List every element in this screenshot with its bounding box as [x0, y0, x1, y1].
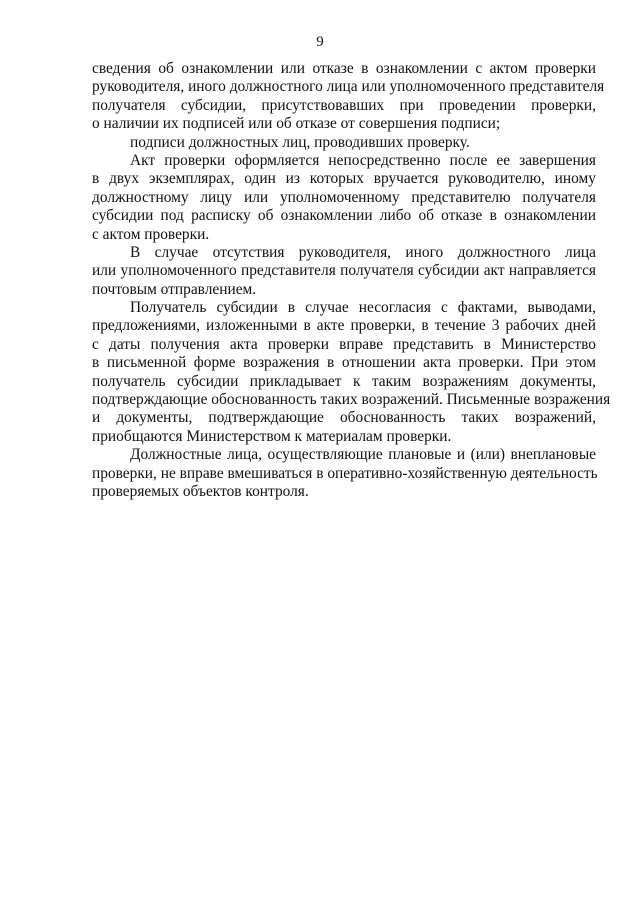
- text-line: получателя субсидии, присутствовавших при проведении проверки,: [92, 96, 596, 114]
- text-line: предложениями, изложенными в акте проверки, в течение 3 рабочих дней: [92, 317, 596, 335]
- text-line: и документы, подтверждающие обоснованность таких возражений,: [92, 409, 596, 427]
- text-line: должностному лицу или уполномоченному представителю получателя: [92, 188, 596, 206]
- text-line: в двух экземплярах, один из которых вручается руководителю, иному: [92, 170, 596, 188]
- paragraph: [92, 299, 611, 446]
- paragraph: [92, 134, 596, 152]
- paragraph: [92, 152, 596, 244]
- text-line: проверяемых объектов контроля.: [92, 482, 309, 500]
- text-line: Акт проверки оформляется непосредственно после ее завершения: [130, 151, 596, 169]
- text-line: субсидии под расписку об ознакомлении либо об отказе в ознакомлении: [92, 207, 596, 225]
- text-line: подтверждающие обоснованность таких возражений. Письменные возражения: [92, 391, 611, 409]
- text-line: Должностные лица, осуществляющие плановые и (или) внеплановые: [130, 446, 596, 464]
- text-line: почтовым отправлением.: [92, 280, 257, 298]
- text-line: или уполномоченного представителя получателя субсидии акт направляется: [92, 262, 596, 280]
- paragraph: [92, 446, 596, 501]
- text-line: о наличии их подписей или об отказе от совершения подписи;: [92, 115, 501, 133]
- paragraph: [92, 244, 596, 299]
- text-line: с даты получения акта проверки вправе представить в Министерство: [92, 335, 596, 353]
- text-line: получатель субсидии прикладывает к таким возражениям документы,: [92, 372, 596, 390]
- text-line: подписи должностных лиц, проводивших проверку.: [130, 133, 470, 151]
- text-line: руководителя, иного должностного лица или уполномоченного представителя: [92, 78, 605, 96]
- text-line: приобщаются Министерством к материалам проверки.: [92, 427, 452, 445]
- text-line: проверки, не вправе вмешиваться в оперативно-хозяйственную деятельность: [92, 464, 598, 482]
- paragraph: [92, 60, 605, 134]
- text-line: в письменной форме возражения в отношении акта проверки. При этом: [92, 354, 596, 372]
- page-number: 9: [316, 34, 324, 50]
- text-line: В случае отсутствия руководителя, иного должностного лица: [130, 243, 596, 261]
- text-line: с актом проверки.: [92, 225, 210, 243]
- document-body: [92, 60, 611, 501]
- text-line: Получатель субсидии в случае несогласия с фактами, выводами,: [130, 299, 596, 317]
- text-line: сведения об ознакомлении или отказе в ознакомлении с актом проверки: [92, 60, 596, 77]
